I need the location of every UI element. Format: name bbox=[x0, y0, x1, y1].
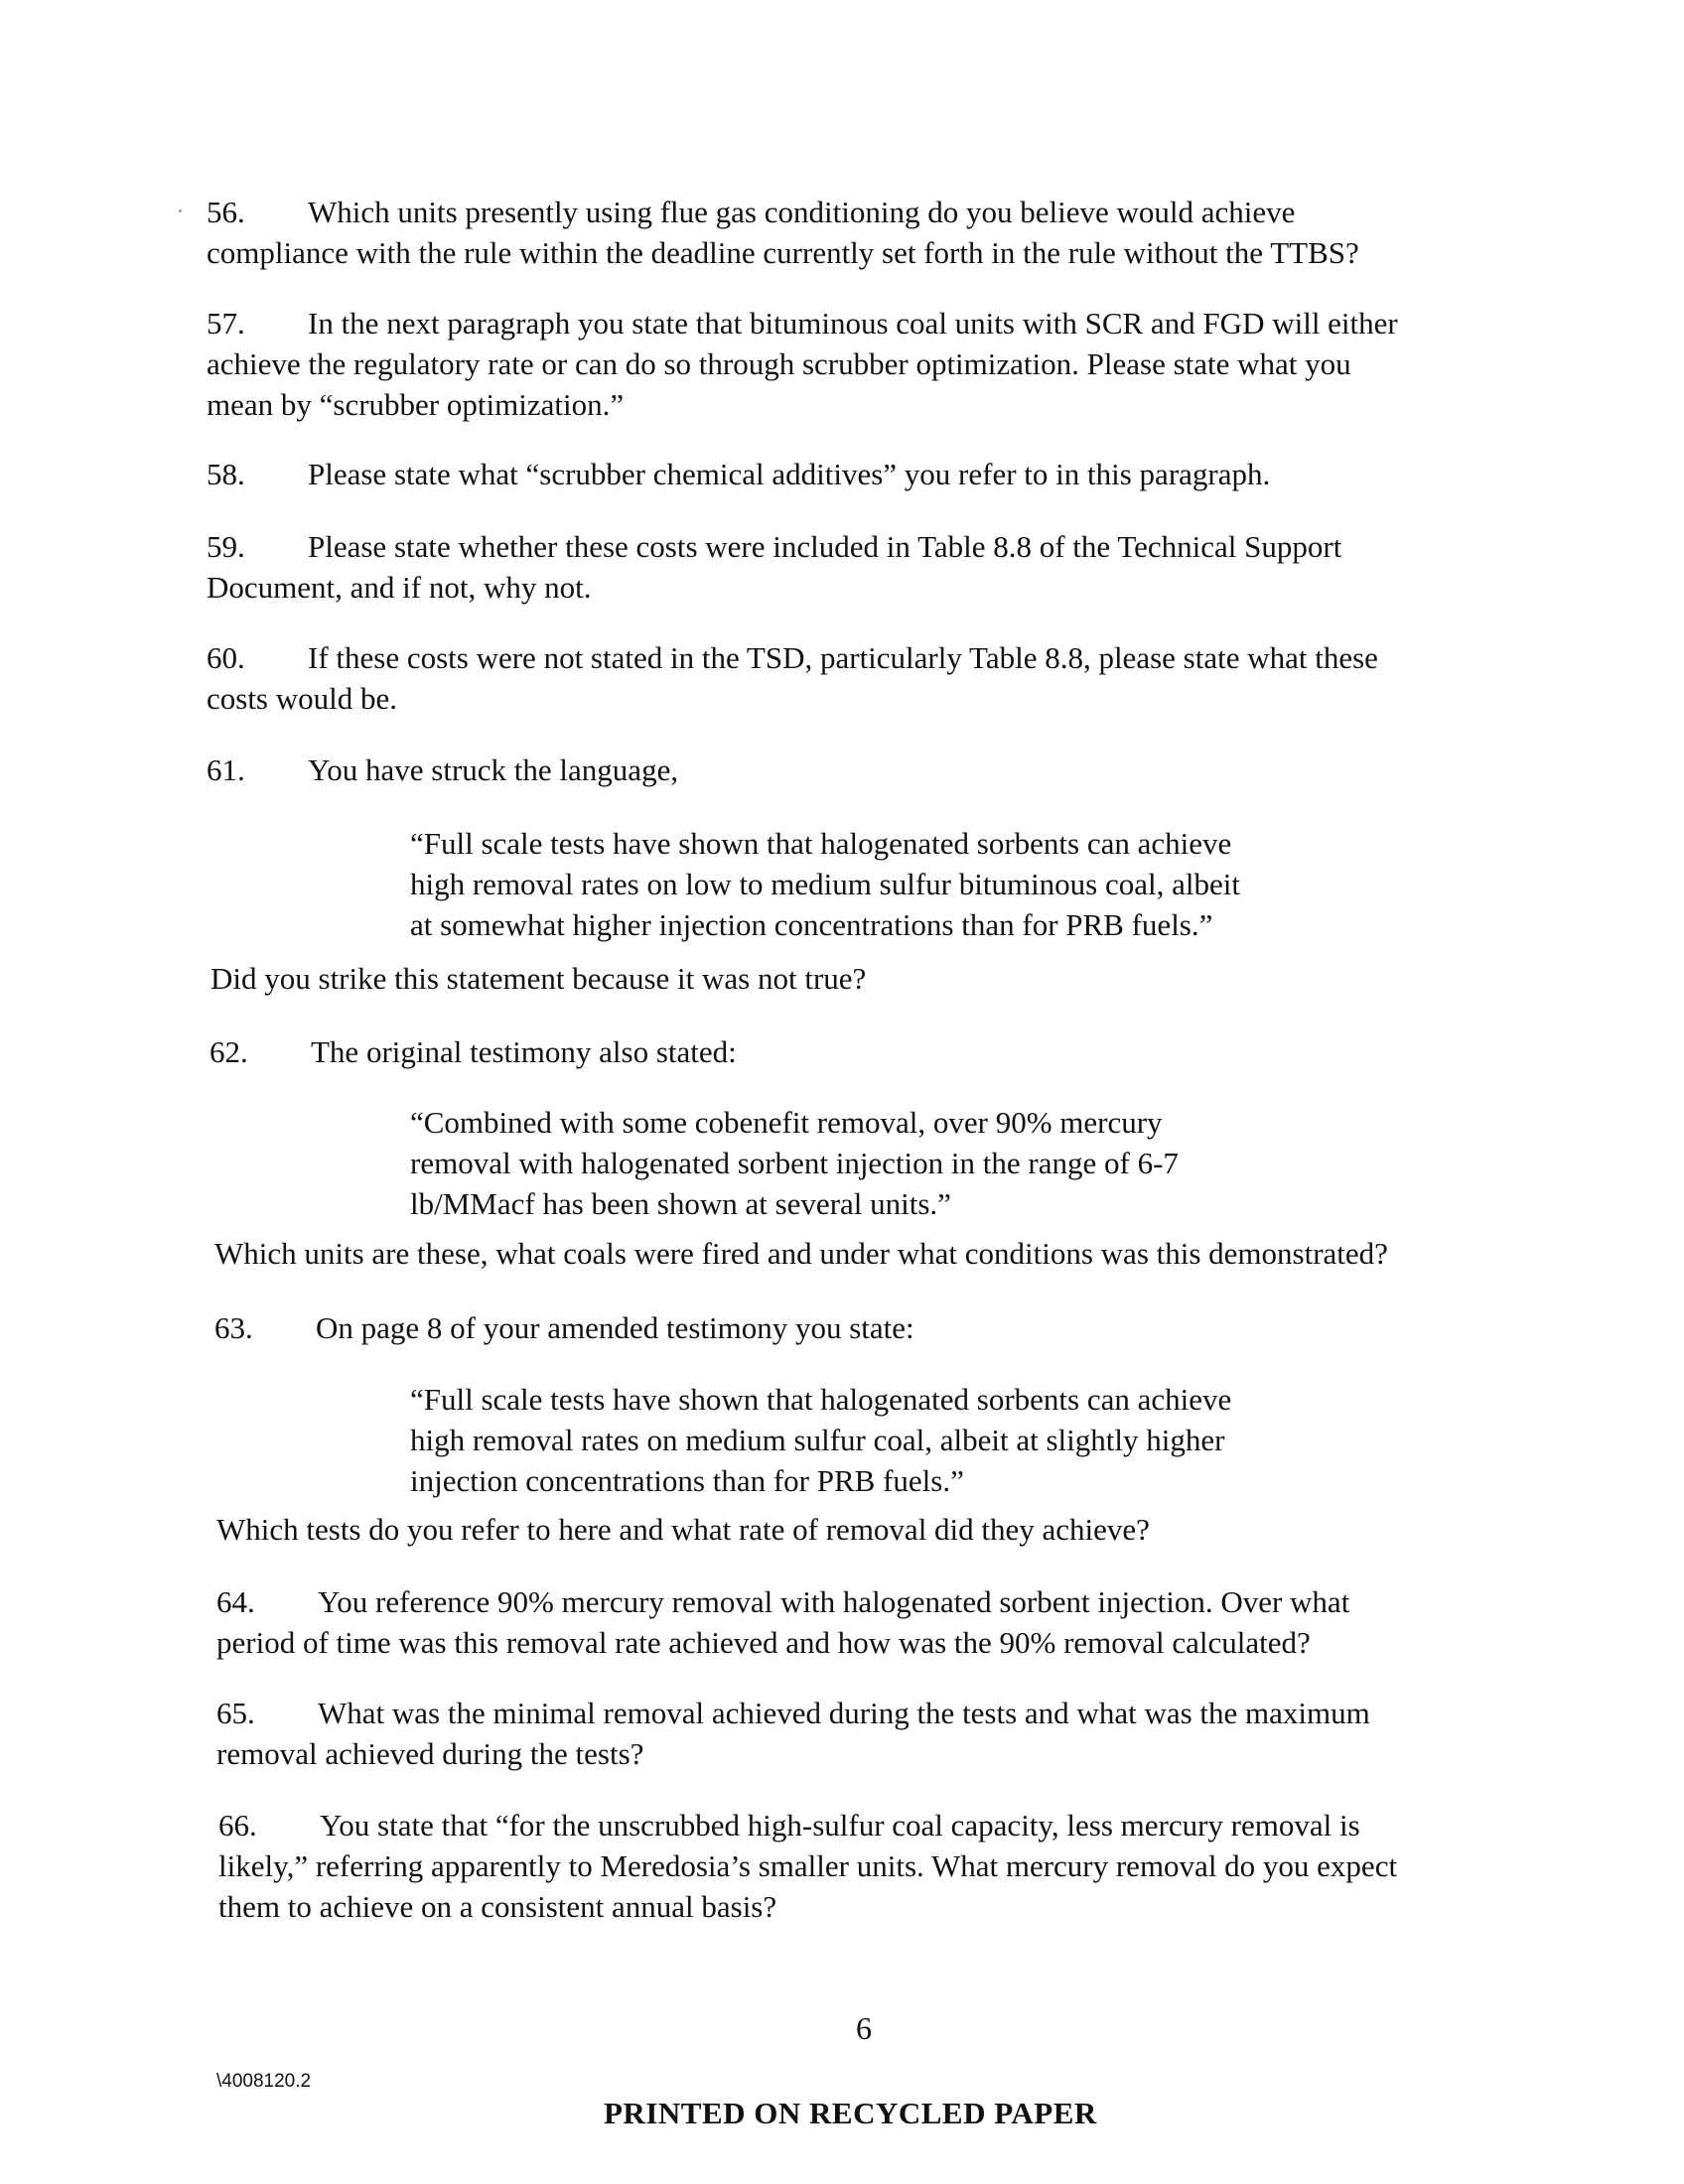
page-number: 6 bbox=[856, 2010, 872, 2046]
question-text-line: Which units presently using flue gas conditioning do you believe would achieve bbox=[308, 195, 1296, 229]
question-63 bbox=[214, 1307, 1505, 1348]
question-58 bbox=[207, 454, 1497, 494]
question-text-line: likely,” referring apparently to Meredosia’s smaller units. What mercury removal do you expect bbox=[218, 1848, 1398, 1883]
recycled-paper-footer: PRINTED ON RECYCLED PAPER bbox=[604, 2096, 1097, 2130]
question-text-line: You have struck the language, bbox=[308, 752, 679, 787]
question-number: 58. bbox=[207, 457, 245, 491]
question-text-line: removal achieved during the tests? bbox=[216, 1736, 644, 1771]
question-61 bbox=[207, 750, 1497, 790]
quote-line: removal with halogenated sorbent injection in the range of 6-7 bbox=[410, 1146, 1179, 1180]
quote-block-63 bbox=[410, 1379, 1403, 1501]
question-number: 56. bbox=[207, 195, 245, 229]
question-text-line: If these costs were not stated in the TSD, particularly Table 8.8, please state what these bbox=[308, 640, 1378, 675]
question-66 bbox=[218, 1805, 1509, 1927]
quote-line: lb/MMacf has been shown at several units.” bbox=[410, 1186, 951, 1221]
question-59 bbox=[207, 526, 1497, 608]
question-number: 61. bbox=[207, 752, 245, 787]
quote-line: “Combined with some cobenefit removal, over 90% mercury bbox=[410, 1105, 1163, 1140]
question-text-line: You reference 90% mercury removal with halogenated sorbent injection. Over what bbox=[318, 1584, 1350, 1619]
quote-block-62 bbox=[410, 1102, 1403, 1224]
quote-line: “Full scale tests have shown that halogenated sorbents can achieve bbox=[410, 1382, 1232, 1417]
question-62 bbox=[210, 1031, 1500, 1072]
quote-line: injection concentrations than for PRB fuels.” bbox=[410, 1463, 964, 1498]
question-text-line: achieve the regulatory rate or can do so through scrubber optimization. Please state what you bbox=[207, 346, 1351, 381]
question-57 bbox=[207, 303, 1497, 425]
question-text-line: The original testimony also stated: bbox=[311, 1034, 737, 1069]
question-text-line: You state that “for the unscrubbed high-sulfur coal capacity, less mercury removal is bbox=[320, 1808, 1360, 1843]
follow-up-63: Which tests do you refer to here and what rate of removal did they achieve? bbox=[216, 1512, 1150, 1547]
question-number: 62. bbox=[210, 1034, 248, 1069]
question-64 bbox=[216, 1581, 1507, 1663]
question-text-line: period of time was this removal rate achieved and how was the 90% removal calculated? bbox=[216, 1625, 1311, 1660]
follow-up-61: Did you strike this statement because it was not true? bbox=[210, 961, 867, 996]
quote-line: high removal rates on medium sulfur coal, albeit at slightly higher bbox=[410, 1423, 1225, 1457]
question-text-line: Please state what “scrubber chemical additives” you refer to in this paragraph. bbox=[308, 457, 1271, 491]
quote-block-61 bbox=[410, 823, 1403, 945]
question-text-line: Document, and if not, why not. bbox=[207, 570, 592, 605]
question-text-line: What was the minimal removal achieved during the tests and what was the maximum bbox=[318, 1696, 1370, 1730]
question-text-line: them to achieve on a consistent annual basis? bbox=[218, 1889, 777, 1924]
question-number: 65. bbox=[216, 1696, 255, 1730]
quote-line: at somewhat higher injection concentrations than for PRB fuels.” bbox=[410, 907, 1213, 942]
quote-line: high removal rates on low to medium sulfur bituminous coal, albeit bbox=[410, 867, 1240, 901]
question-text-line: compliance with the rule within the deadline currently set forth in the rule without the TTBS? bbox=[207, 235, 1359, 270]
question-60 bbox=[207, 637, 1497, 719]
question-number: 57. bbox=[207, 306, 245, 341]
question-number: 60. bbox=[207, 640, 245, 675]
question-text-line: In the next paragraph you state that bituminous coal units with SCR and FGD will either bbox=[308, 306, 1398, 341]
document-id: \4008120.2 bbox=[216, 2071, 312, 2092]
question-text-line: mean by “scrubber optimization.” bbox=[207, 387, 625, 422]
follow-up-62: Which units are these, what coals were fired and under what conditions was this demonstrated? bbox=[214, 1236, 1388, 1271]
question-56 bbox=[207, 192, 1497, 273]
question-number: 59. bbox=[207, 529, 245, 564]
question-text-line: On page 8 of your amended testimony you state: bbox=[316, 1310, 914, 1345]
quote-line: “Full scale tests have shown that halogenated sorbents can achieve bbox=[410, 826, 1232, 861]
scan-speck bbox=[179, 209, 182, 212]
question-text-line: costs would be. bbox=[207, 681, 398, 716]
question-text-line: Please state whether these costs were included in Table 8.8 of the Technical Support bbox=[308, 529, 1342, 564]
question-65 bbox=[216, 1693, 1507, 1774]
question-number: 63. bbox=[214, 1310, 253, 1345]
question-number: 66. bbox=[218, 1808, 257, 1843]
question-number: 64. bbox=[216, 1584, 255, 1619]
